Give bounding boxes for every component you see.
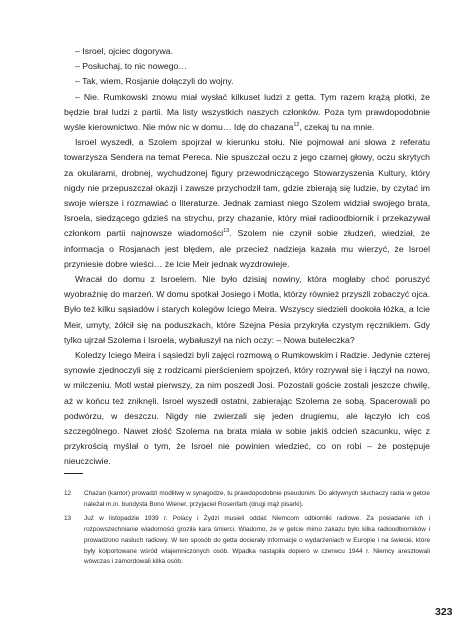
- dialogue-line-3: – Tak, wiem, Rosjanie dołączyli do wojny.: [75, 76, 234, 87]
- paragraph-1-tail: , czekaj tu na mnie.: [299, 122, 375, 133]
- paragraph-3: [64, 272, 430, 348]
- main-text: [64, 44, 430, 470]
- footnote-separator: [64, 473, 83, 474]
- paragraph-4: [64, 348, 430, 470]
- paragraph-2: [64, 135, 430, 272]
- footnote-13: [64, 514, 430, 568]
- paragraph-3-text: Wracał do domu z Isroelem. Nie było dzisiaj nowiny, która mogłaby choć poruszyć wyobraźnię do marzeń. W domu spotkał Josiego i Motla, którzy również przyszli zobaczyć ojca. Było też kilku sąsiadów i starych kolegów Iciego Meira. Wszyscy siedzieli dookoła łóżka, a Icie Meir, umyty, żółcił się na poduszkach, które Szejna Pesia przykryła czystym ręcznikiem. Gdy tylko ujrzał Szolema i Isroela, wybałuszył na nich oczy: – Nowa buteleczka?: [64, 274, 430, 345]
- paragraph-2-tail: . Szolem nie czynił sobie złudzeń, wiedział, że informacja o Rosjanach jest błędem, ale przecież nadzieja kazała mu wierzyć, że Isroel przyniesie dobre wieści… że Icie Meir jednak wyzdrowieje.: [64, 228, 430, 269]
- footnote-text: Chazan (kantor) prowadzi modlitwy w synagodze, tu prawdopodobnie pseudonim. Do aktywnych słuchaczy radia w getcie należał m.in. bundysta Bono Wiener, przyjaciel Rosenfarb (drugi mąż pisarki).: [84, 490, 430, 508]
- dialogue-line-1: – Isroel, ojciec dogorywa.: [75, 46, 174, 56]
- footnotes: [64, 489, 430, 568]
- footnote-text: Już w listopadzie 1939 r. Polacy i Żydzi musieli oddać Niemcom odbiorniki radiowe. Za posiadanie ich i rozpowszechnianie wiadomości groziła kara śmierci. Wiadomo, że w getcie mimo zakazu było kilka radioodbiorników i prowadzono nasłuch radiowy. W ten sposób do getta docierały informacje o wydarzeniach w Europie i na świecie, które były kolportowane wśród wtajemniczonych osób. Wpadka nastąpiła dopiero w czerwcu 1944 r. Niemcy aresztowali wówczas i zamordowali kilka osób.: [84, 515, 430, 566]
- footnote-number: 13: [64, 515, 72, 523]
- paragraph-2-text: Isroel wyszedł, a Szolem spojrzał w kierunku stołu. Nie pojmował ani słowa z referatu towarzysza Sendera na temat Pereca. Nie spuszczał oczu z jego czarnej głowy, oczu skrytych za okularami, drobnej, wychudzonej figury przewodniczącego Stowarzyszenia Kultury, który nigdy nie przepuszczał okazji i zawsze przychodził tam, gdzie zbierają się ludzie, by czytać im swoje wiersze i rozmawiać o literaturze. Jednak zamiast niego Szolem widział swojego brata, Isroela, siedzącego gdzieś na strychu, przy chazanie, który miał radioodbiornik i przekazywał członkom partii najnowsze wiadomości: [64, 137, 430, 239]
- footnote-ref-12[interactable]: 12: [293, 122, 300, 129]
- paragraph-1: [64, 90, 430, 136]
- footnote-ref-13[interactable]: 13: [223, 228, 230, 235]
- dialogue-line-2: – Posłuchaj, to nic nowego…: [75, 61, 188, 72]
- footnote-number: 12: [64, 490, 72, 497]
- paragraph-1-text: – Nie. Rumkowski znowu miał wysłać kilkuset ludzi z getta. Tym razem krążą plotki, że będzie brał ludzi z partii. Ma listy wszystkich naszych członków. Poza tym prawdopodobnie wyśle kierownictwo. Nie mów nic w domu… Idę do chazana: [64, 91, 430, 133]
- page-number: 323: [435, 606, 453, 618]
- footnote-12: [64, 489, 430, 510]
- paragraph-4-text: Koledzy Iciego Meira i sąsiedzi byli zajęci rozmową o Rumkowskim i Radzie. Jedynie czterej synowie zjednoczyli się z rodzicami pierścieniem spojrzeń, który rozrywał się i łączył na nowo, w milczeniu. Motl wstał pierwszy, za nim poszedł Josi. Pozostali goście zostali jeszcze chwilę, aż w końcu też zniknęli. Isroel wyszedł ostatni, zabierając Szolema ze sobą. Spacerowali po podwórzu, w deszczu. Nigdy nie zwierzali się jeden drugiemu, ale łączyło ich coś szczególnego. Nawet złość Szolema na brata miała w sobie jakiś odcień szacunku, więc z przykrością myślał o tym, że Isroel nie powinien wiedzieć, co on robi – że postępuje nieuczciwie.: [64, 350, 430, 467]
